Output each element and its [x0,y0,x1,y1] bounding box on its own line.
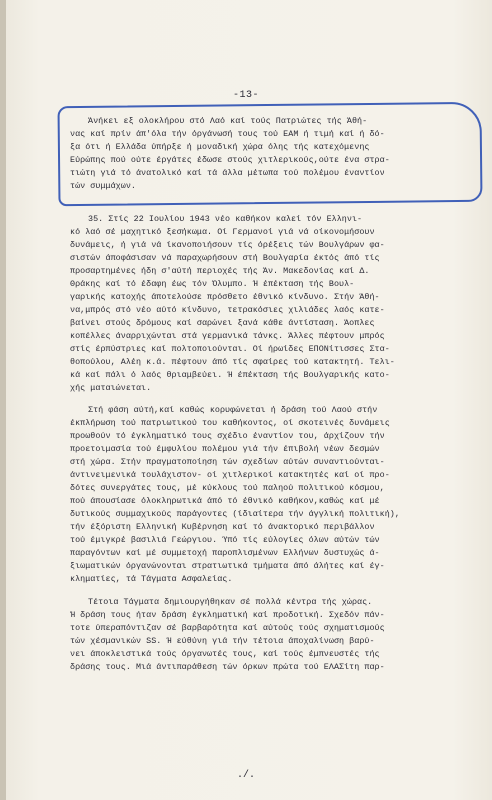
paragraph-35 [70,213,470,395]
text-line: Στή φάση αύτή,καί καθώς κορυφώνεται ή δράση τού Λαού στήν [88,405,378,415]
text-line: στίς έρπύστριες καί πολτοποιούνται. Οί ήρωίδες ΕΠΟΝίτισσες Στα- [70,344,390,354]
text-line: ξα ότι ή Ελλάδα ύπήρξε ή μοναδική χώρα όλης τής κατεχόμενης [70,142,370,152]
paragraph-3 [70,404,470,586]
text-line: βαίνει στούς δρόμους καί σαρώνει ξανά κάθε άντίσταση. Άοπλες [70,318,375,328]
text-line: Εύρώπης πού ούτε έργάτες έδωσε στούς χιτλερικούς,ούτε ένα στρα- [70,155,390,165]
text-line: νει άποκλειστικά τούς όργανωτές τους, καί τούς έμπνευστές τής [70,649,380,659]
text-line: στή χώρα. Στήν πραγματοποίηση τών σχεδίων αύτών συναντιούνται- [70,457,385,467]
text-line: δότες συνεργάτες τους, μέ κύκλους τού παληού πολιτικού κόσμου, [70,483,385,493]
scan-edge [0,0,6,800]
text-line: προωθούν τό έγκληματικό τους σχέδιο έναντίον του, άρχίζουν τήν [70,431,385,441]
text-line: τήν έξόριστη Ελληνική Κυβέρνηση καί τό άνακτορικό περιβάλλον [70,522,375,532]
text-line: Θράκης καί τό έδαφη έως τόν Όλυμπο. Ή έπέκταση τής Βουλ- [70,279,355,289]
text-line: 35. Στίς 22 Ιουλίου 1943 νέο καθήκον καλεί τόν Ελληνι- [88,214,363,224]
text-line: προετοιμασία τού έμφυλίου πολέμου γιά τήν έπιβολή νέων δεσμών [70,444,380,454]
paragraph-4 [70,596,470,674]
text-line: γαρικής κατοχής άποτελούσε πρόσθετο έθνικό κίνδυνο. Στήν Άθή- [70,292,380,302]
text-line: κό λαό σέ μαχητικό ξεσήκωμα. Οί Γερμανοί γιά νά οίκονομήσουν [70,227,375,237]
text-line: άντινειμενικά τουλάχιστον- οί χιτλερικοί κατακτητές καί οί προ- [70,470,390,480]
text-line: δυνάμεις, ή γιά νά ίκανοποιήσουν τίς όρέξεις τών Βουλγάρων φα- [70,240,385,250]
text-line: τών χέσμανικών SS. Ή εύθύνη γιά τήν τέτοια άποχαλίνωση βαρύ- [70,636,375,646]
text-line: δυτικούς συμμαχικούς παράγοντες (ίδιαίτερα τήν άγγλική πολιτική), [70,509,400,519]
text-line: παραγόντων καί μέ συμμετοχή παροπλισμένων Ελλήνων δυστυχώς ά- [70,548,380,558]
page-end-mark: ./. [236,770,255,781]
text-line: προσαρτημένες ήδη σ'αύτή περιοχές τής Άν. Μακεδονίας καί Δ. [70,266,370,276]
text-line: τοτε ύπεραπόντιζαν σέ βαρβαρότητα καί αύτούς τούς σχηματισμούς [70,623,385,633]
paragraph-boxed [70,115,470,193]
text-line: να,μπρός στό νέο αύτό κίνδυνο, τετρακόσιες χιλιάδες λαός κατε- [70,305,385,315]
text-line: έκπλήρωση τού πατριωτικού του καθήκοντος, οί σκοτεινές δυνάμεις [70,418,390,428]
text-line: κά καί πάλι ό λαός θριαμβεύει. Ή έπέκταση τής Βουλγαρικής κατο- [70,370,390,380]
text-line: ξιωματικών όργανώνονται στρατιωτικά τμήματα άπό άλήτες καί έγ- [70,561,385,571]
text-line: θοπούλου, Αλέη κ.ά. πέφτουν άπό τίς σφαίρες τού κατακτητή. Τελι- [70,357,395,367]
page-number: -13- [232,90,259,101]
text-line: πού άπουσίασε όλοκληρωτικά άπό τό έθνικό καθήκον,καθώς καί μέ [70,496,380,506]
text-line: τών συμμάχων. [70,181,136,191]
text-line: χής ματαιώνεται. [70,383,152,393]
text-line: νας καί πρίν άπ'όλα τήν όργάνωσή τους τού ΕΑΜ ή τιμή καί ή δό- [70,129,385,139]
text-line: σιστών άποφάσισαν νά παραχωρήσουν στή Βουλγαρία έκτός άπό τίς [70,253,380,263]
text-line: Ή δράση τους ήταν δράση έγκληματική καί προδοτική. Σχεδόν πάν- [70,610,385,620]
text-line: Τέτοια Τάγματα δημιουργήθηκαν σέ πολλά κέντρα τής χώρας. [88,597,373,607]
text-line: κοπέλλες άναρριχώνται στά γερμανικά τάνκς. Άλλες πέφτουν μπρός [70,331,385,341]
text-line: κληματίες, τά Τάγματα Ασφαλείας. [70,574,233,584]
text-line: δράσης τους. Μιά άντιπαράθεση τών όρκων πρώτα τού ΕΛΑΣίτη παρ- [70,662,385,672]
text-line: Άνήκει εξ ολοκλήρου στό Λαό καί τούς Πατριώτες τής Άθή- [88,116,368,126]
text-line: τού έμιγκρέ βασιλιά Γεώργιου. Ύπό τίς εύλογίες όλων αύτών τών [70,535,380,545]
text-line: τιώτη γιά τό άνατολικό καί τά άλλα μέτωπα τού πολέμου έναντίον [70,168,385,178]
